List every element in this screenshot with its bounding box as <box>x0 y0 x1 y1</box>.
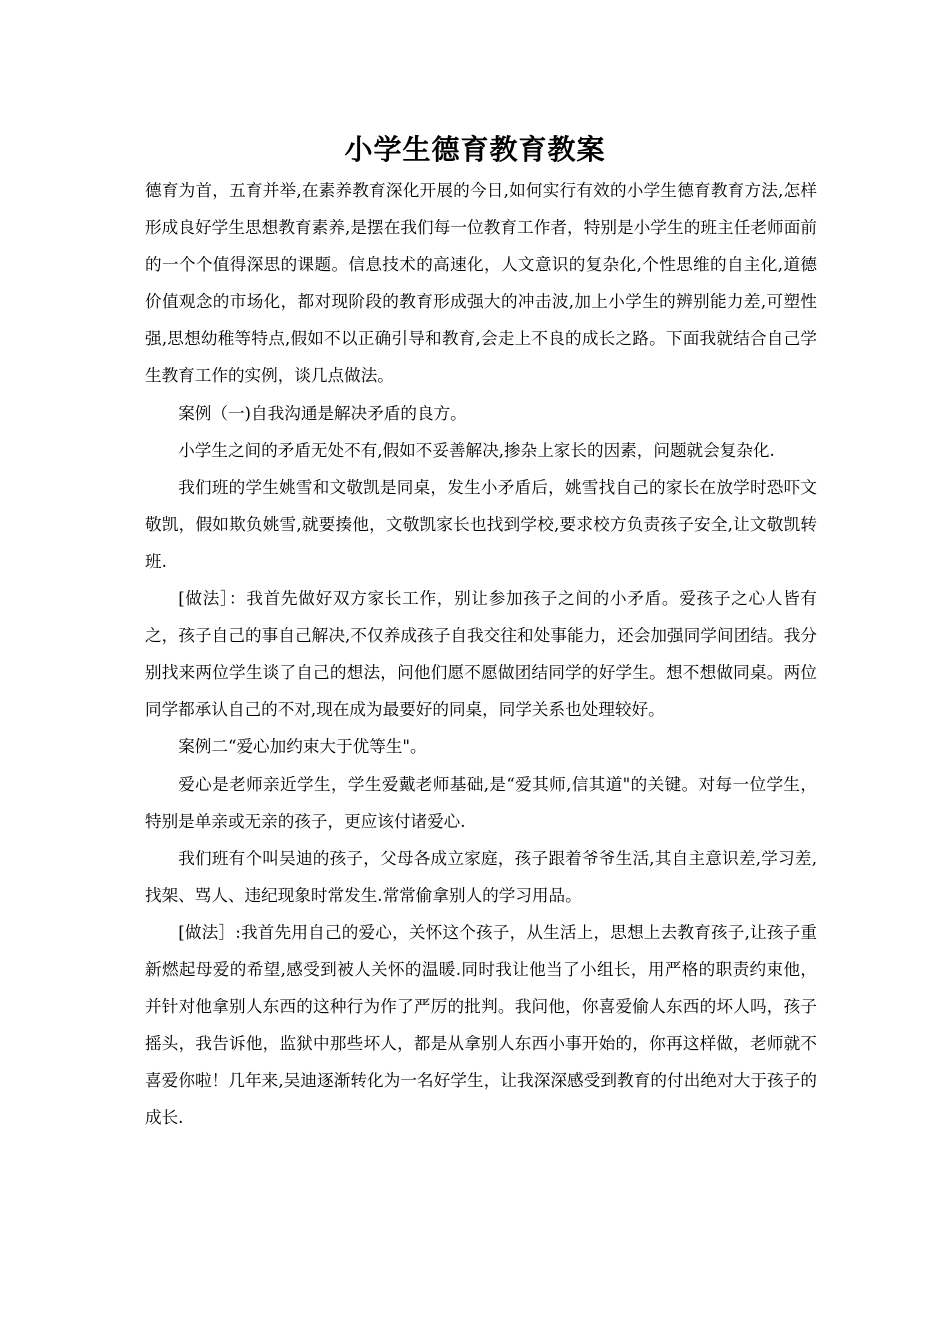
paragraph-case-2-context: 爱心是老师亲近学生，学生爱戴老师基础,是“爱其师,信其道"的关键。对每一位学生，特别是单亲或无亲的孩子，更应该付诸爱心. <box>145 774 817 831</box>
paragraph-case-2-method: [做法］:我首先用自己的爱心，关怀这个孩子，从生活上，思想上去教育孩子,让孩子重新燃起母爱的希望,感受到被人关怀的温暖.同时我让他当了小组长，用严格的职责约束他，并针对他拿别人东西的这种行为作了严厉的批判。我问他，你喜爱偷人东西的坏人吗，孩子摇头，我告诉他，监狱中那些坏人，都是从拿别人东西小事开始的，你再这样做，老师就不喜爱你啦！几年来,吴迪逐渐转化为一名好学生，让我深深感受到教育的付出绝对大于孩子的成长. <box>145 922 817 1128</box>
document-title: 小学生德育教育教案 <box>344 133 606 166</box>
paragraph-case-1-heading: 案例（一)自我沟通是解决矛盾的良方。 <box>178 403 467 423</box>
paragraph-case-2-story: 我们班有个叫吴迪的孩子，父母各成立家庭，孩子跟着爷爷生活,其自主意识差,学习差,找架、骂人、违纪现象时常发生.常常偷拿别人的学习用品。 <box>145 848 817 905</box>
document-body <box>145 172 817 1136</box>
paragraph-case-1-method: [做法］：我首先做好双方家长工作，别让参加孩子之间的小矛盾。爱孩子之心人皆有之，孩子自己的事自己解决,不仅养成孩子自我交往和处事能力，还会加强同学间团结。我分别找来两位学生谈了自己的想法，问他们愿不愿做团结同学的好学生。想不想做同桌。两位同学都承认自己的不对,现在成为最要好的同桌，同学关系也处理较好。 <box>145 589 817 720</box>
paragraph-case-2-heading: 案例二“爱心加约束大于优等生"。 <box>178 737 427 757</box>
paragraph-intro: 德育为首，五育并举,在素养教育深化开展的今日,如何实行有效的小学生德育教育方法,怎样形成良好学生思想教育素养,是摆在我们每一位教育工作者，特别是小学生的班主任老师面前的一个个值得深思的课题。信息技术的高速化，人文意识的复杂化,个性思维的自主化,道德价值观念的市场化，都对现阶段的教育形成强大的冲击波,加上小学生的辨别能力差,可塑性强,思想幼稚等特点,假如不以正确引导和教育,会走上不良的成长之路。下面我就结合自己学生教育工作的实例，谈几点做法。 <box>145 181 817 386</box>
paragraph-case-1-story: 我们班的学生姚雪和文敬凯是同桌，发生小矛盾后，姚雪找自己的家长在放学时恐吓文敬凯，假如欺负姚雪,就要揍他，文敬凯家长也找到学校,要求校方负责孩子安全,让文敬凯转班. <box>145 477 817 571</box>
paragraph-case-1-context: 小学生之间的矛盾无处不有,假如不妥善解决,掺杂上家长的因素，问题就会复杂化. <box>178 440 775 460</box>
